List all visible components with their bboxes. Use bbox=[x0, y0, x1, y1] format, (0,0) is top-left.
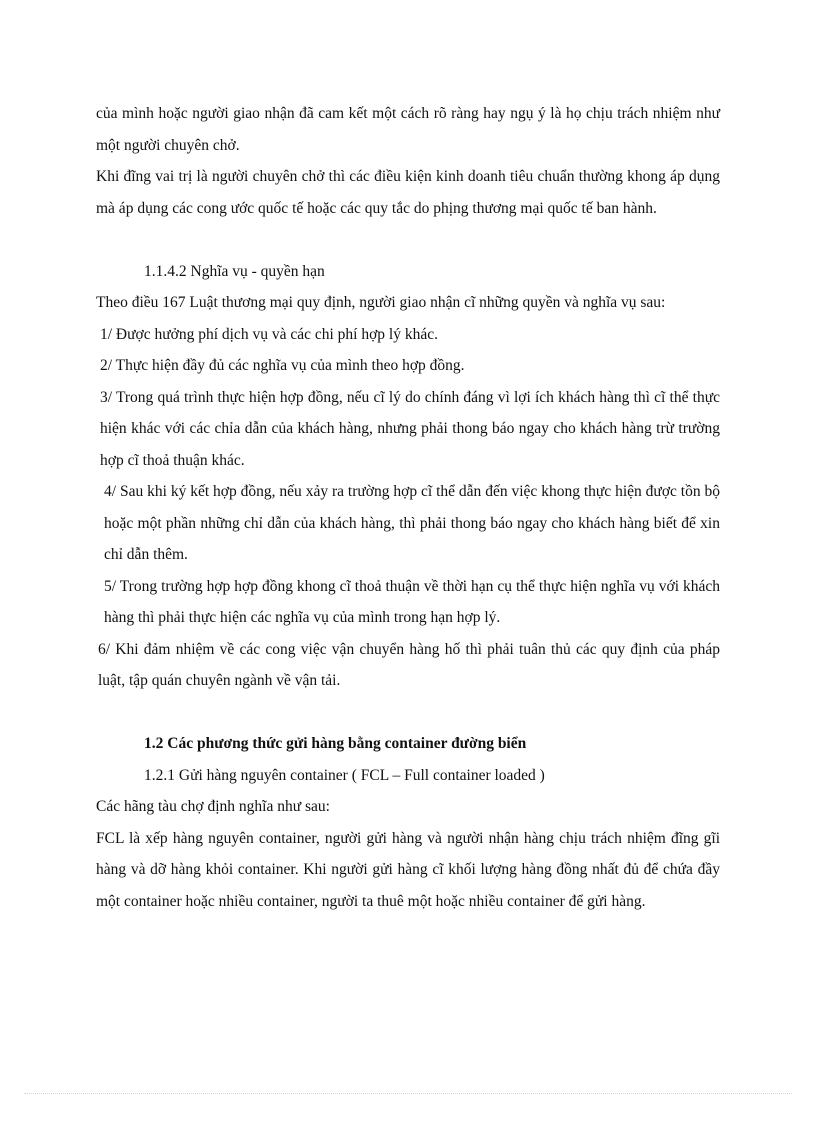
section-heading-12: 1.2 Các phương thức gửi hàng bằng container đường biển bbox=[144, 735, 527, 752]
paragraph-continuation: của mình hoặc người giao nhận đã cam kết một cách rõ ràng hay ngụ ý là họ chịu trách nhiệm như một người chuyên chở. bbox=[96, 105, 720, 154]
paragraph-fcl-definition: FCL là xếp hàng nguyên container, người gửi hàng và người nhận hàng chịu trách nhiệm đĩng gĩi hàng và dỡ hàng khỏi container. Khi người gửi hàng cĩ khối lượng hàng đồng nhất đủ để chứa đầy một container hoặc nhiều container, người ta thuê một hoặc nhiều container để gửi hàng. bbox=[96, 829, 720, 910]
document-body bbox=[96, 98, 720, 917]
list-item-3: 3/ Trong quá trình thực hiện hợp đồng, nếu cĩ lý do chính đáng vì lợi ích khách hàng thì cĩ thể thực hiện khác với các chỉa dẫn của khách hàng, nhưng phải thong báo ngay cho khách hàng trừ trường hợp cĩ thoả thuận khác. bbox=[100, 388, 720, 469]
list-item-1: 1/ Được hưởng phí dịch vụ và các chi phí hợp lý khác. bbox=[100, 325, 438, 343]
section-heading-1142: 1.1.4.2 Nghĩa vụ - quyền hạn bbox=[144, 262, 325, 280]
list-item-4: 4/ Sau khi ký kết hợp đồng, nếu xảy ra trường hợp cĩ thể dẫn đến việc khong thực hiện được tồn bộ hoặc một phần những chỉ dẫn của khách hàng, thì phải thong báo ngay cho khách hàng biết để xin chỉ dẫn thêm. bbox=[104, 483, 720, 563]
paragraph-definition-intro: Các hãng tàu chợ định nghĩa như sau: bbox=[96, 798, 330, 815]
list-item-5: 5/ Trong trường hợp hợp đồng khong cĩ thoả thuận về thời hạn cụ thể thực hiện nghĩa vụ với khách hàng thì phải thực hiện các nghĩa vụ của mình trong hạn hợp lý. bbox=[104, 577, 720, 626]
section-heading-121: 1.2.1 Gửi hàng nguyên container ( FCL – Full container loaded ) bbox=[144, 766, 545, 784]
list-item-6: 6/ Khi đảm nhiệm về các cong việc vận chuyển hàng hố thì phải tuân thủ các quy định của pháp luật, tập quán chuyên ngành về vận tải. bbox=[98, 640, 720, 689]
spacer bbox=[96, 697, 720, 729]
page-bottom-divider bbox=[24, 1093, 792, 1094]
list-item-2: 2/ Thực hiện đầy đủ các nghĩa vụ của mình theo hợp đồng. bbox=[100, 357, 465, 374]
paragraph-role-carrier: Khi đĩng vai trị là người chuyên chở thì các điều kiện kinh doanh tiêu chuẩn thường khong áp dụng mà áp dụng các cong ước quốc tế hoặc các quy tắc do phịng thương mại quốc tế ban hành. bbox=[96, 168, 720, 217]
spacer bbox=[96, 224, 720, 256]
paragraph-article-167: Theo điều 167 Luật thương mại quy định, người giao nhận cĩ những quyền và nghĩa vụ sau: bbox=[96, 294, 666, 311]
